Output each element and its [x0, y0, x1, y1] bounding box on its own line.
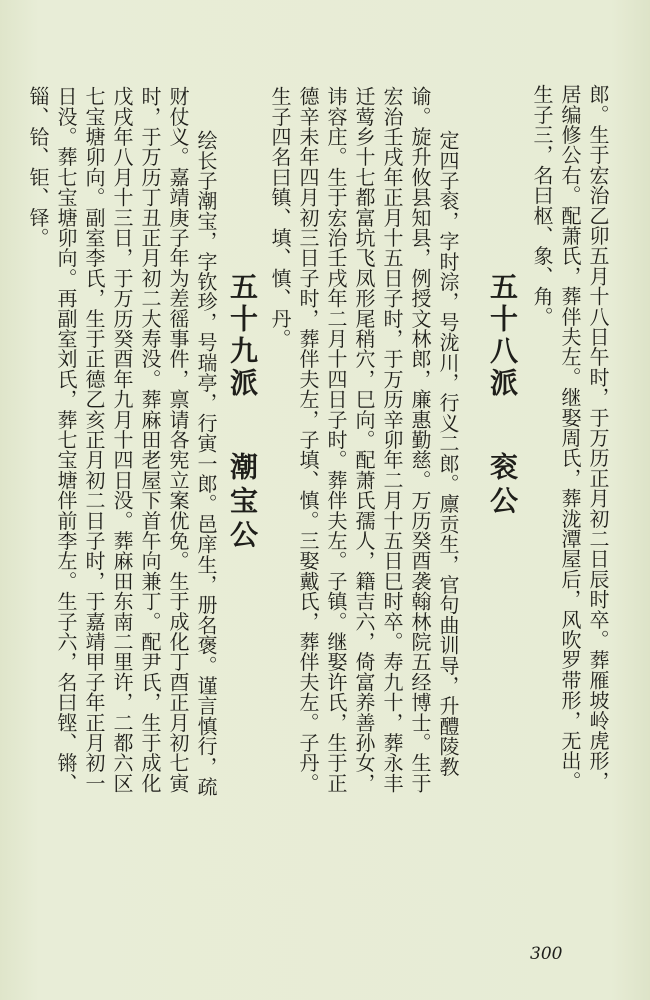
text-column: 锱、铪、钜、铎。 [26, 86, 50, 248]
text-column: 戊戌年八月十三日，于万历癸酉年九月十四日没。葬麻田东南二里许，二都六区 [110, 86, 134, 793]
text-column: 迁莺乡十七都富坑飞凤形尾稍穴，巳向。配萧氏孺人，籍吉六，倚富养善孙女， [352, 86, 376, 793]
text-column: 绘长子潮宝，字钦珍，号瑞亭，行寅一郎。邑庠生，册名褒。谨言慎行，疏 [194, 130, 218, 797]
text-column: 郎。生于宏治乙卯五月十八日午时，于万历正月初二日辰时卒。葬雁坡岭虎形， [586, 84, 610, 791]
text-column: 七宝塘卯向。副室李氏，生于正德乙亥正月初二日子时，于嘉靖甲子年正月初一 [82, 86, 106, 793]
text-column: 时，于万历丁丑正月初二大寿没。葬麻田老屋下首午向兼丁。配尹氏，生于成化 [138, 86, 162, 793]
page-number: 300 [530, 944, 563, 964]
section-person-name-58: 衮公 [486, 452, 519, 520]
section-heading-59: 五十九派 [226, 272, 259, 400]
section-person-name-59: 潮宝公 [226, 452, 259, 554]
text-column: 德辛未年四月初三日子时，葬伴夫左，子填、慎。三娶戴氏，葬伴夫左。子丹。 [296, 86, 320, 793]
text-column: 谕。旋升攸县知县，例授文林郎，廉惠勤慈。万历癸酉袭翰林院五经博士。生于 [408, 86, 432, 793]
text-column: 讳容庄。生于宏治壬戌年二月十四日子时。葬伴夫左。子镇。继娶许氏，生于正 [324, 86, 348, 793]
section-heading-58: 五十八派 [486, 272, 519, 400]
text-column: 生子四名曰镇、填、慎、丹。 [268, 86, 292, 349]
text-column: 日没。葬七宝塘卯向。再副室刘氏，葬七宝塘伴前李左。生子六，名曰铿、锵、 [54, 86, 78, 793]
text-column: 定四子衮，字时淙，号泷川，行义二郎。廪贡生，官句曲训导，升醴陵教 [436, 130, 460, 777]
text-column: 生子三，名曰枢、象、角。 [530, 84, 554, 327]
text-column: 财仗义。嘉靖庚子年为差徭事件，禀请各宪立案优免。生于成化丁酉正月初七寅 [166, 86, 190, 793]
text-column: 居编修公右。配萧氏，葬伴夫左。继娶周氏，葬泷潭屋后，风吹罗带形，无出。 [558, 84, 582, 791]
text-column: 宏治壬戌年正月十五日子时，于万历辛卯年二月十五日巳时卒。寿九十，葬永丰 [380, 86, 404, 793]
